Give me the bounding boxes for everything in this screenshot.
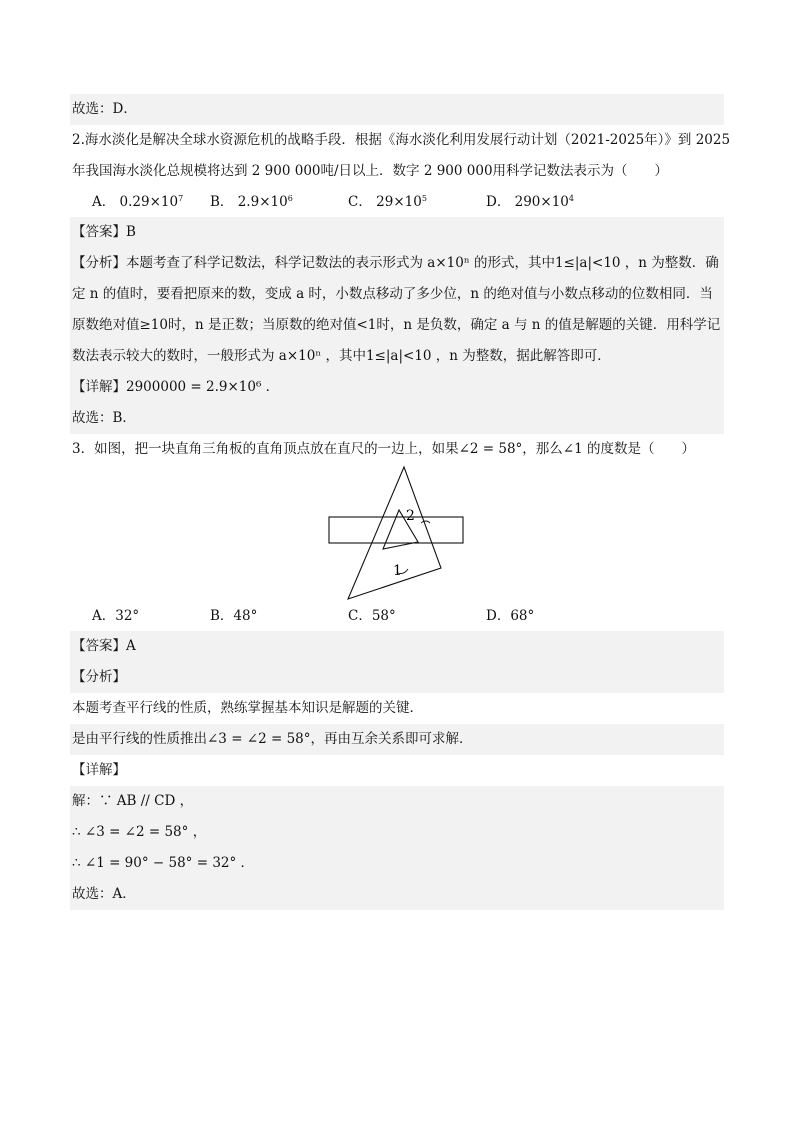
q3-detail-line: ∴ ∠3 = ∠2 = 58° ， xyxy=(72,824,207,840)
q3-option-b: B．48° xyxy=(210,608,258,624)
q3-detail-line: 解：∵ AB // CD ， xyxy=(72,793,194,809)
q3-detail-heading: 【详解】 xyxy=(72,762,126,778)
q2-analysis-line: 数法表示较大的数时，一般形式为 a×10ⁿ ，其中1≤|a|<10 ，n 为整数，据此解答即可． xyxy=(72,348,611,364)
q2-stem-line1: 2.海水淡化是解决全球水资源危机的战略手段．根据《海水淡化利用发展行动计划（2021-2025年）》到 2025 xyxy=(72,132,731,148)
q2-analysis-line: 定 n 的值时，要看把原来的数，变成 a 时，小数点移动了多少位，n 的绝对值与小数点移动的位数相同．当 xyxy=(72,286,713,302)
q1-selection: 故选：D． xyxy=(70,94,724,125)
q2-stem-line2: 年我国海水淡化总规模将达到 2 900 000吨/日以上．数字 2 900 000用科学记数法表示为（ ） xyxy=(72,163,669,179)
q3-option-a: A．32° xyxy=(92,608,140,624)
triangle-outer xyxy=(348,467,441,599)
q3-stem: 3．如图，把一块直角三角板的直角顶点放在直尺的一边上，如果∠2 = 58°，那么∠1 的度数是（ ） xyxy=(72,441,696,457)
q2-selection: 故选：B． xyxy=(70,403,724,434)
q2-options xyxy=(70,187,724,217)
q2-analysis-line: 【分析】本题考查了科学记数法，科学记数法的表示形式为 a×10ⁿ 的形式，其中1≤|a|<10 ，n 为整数．确 xyxy=(72,255,719,271)
q3-option-d: D．68° xyxy=(486,608,535,624)
q2-answer: 【答案】B xyxy=(70,217,724,248)
ruler-shape xyxy=(329,517,463,543)
q3-answer: 【答案】A xyxy=(70,631,724,662)
angle2-arc xyxy=(421,521,430,523)
q3-figure xyxy=(70,465,724,601)
ruler-triangle-diagram xyxy=(326,465,466,601)
q2-detail: 【详解】2900000 = 2.9×10⁶ ． xyxy=(70,372,724,403)
q3-analysis-line: 是由平行线的性质推出∠3 = ∠2 = 58°，再由互余关系即可求解． xyxy=(70,724,724,755)
q3-detail-line: ∴ ∠1 = 90° − 58° = 32° ． xyxy=(72,855,255,871)
document-page xyxy=(70,94,731,910)
q3-analysis-heading: 【分析】 xyxy=(70,662,724,693)
q3-detail xyxy=(70,786,724,910)
q2-analysis-line: 原数绝对值≥10时，n 是正数；当原数的绝对值<1时，n 是负数，确定 a 与 n 的值是解题的关键．用科学记 xyxy=(72,317,721,333)
q2-option-c: C． $29\times 10^5$ xyxy=(348,194,427,210)
q3-option-c: C．58° xyxy=(348,608,396,624)
q3-analysis-line: 本题考查平行线的性质，熟练掌握基本知识是解题的关键． xyxy=(72,700,423,716)
angle1-label: 1 xyxy=(393,563,402,579)
q2-option-a: A． $0.29\times 10^7$ xyxy=(92,194,184,210)
q2-option-b: B． $2.9\times 10^6$ xyxy=(210,194,293,210)
angle2-label: 2 xyxy=(406,508,415,524)
q2-option-d: D． $290\times 10^4$ xyxy=(486,194,574,210)
q3-selection: 故选：A． xyxy=(72,886,136,902)
q3-options xyxy=(70,601,724,631)
q2-analysis xyxy=(70,248,724,372)
